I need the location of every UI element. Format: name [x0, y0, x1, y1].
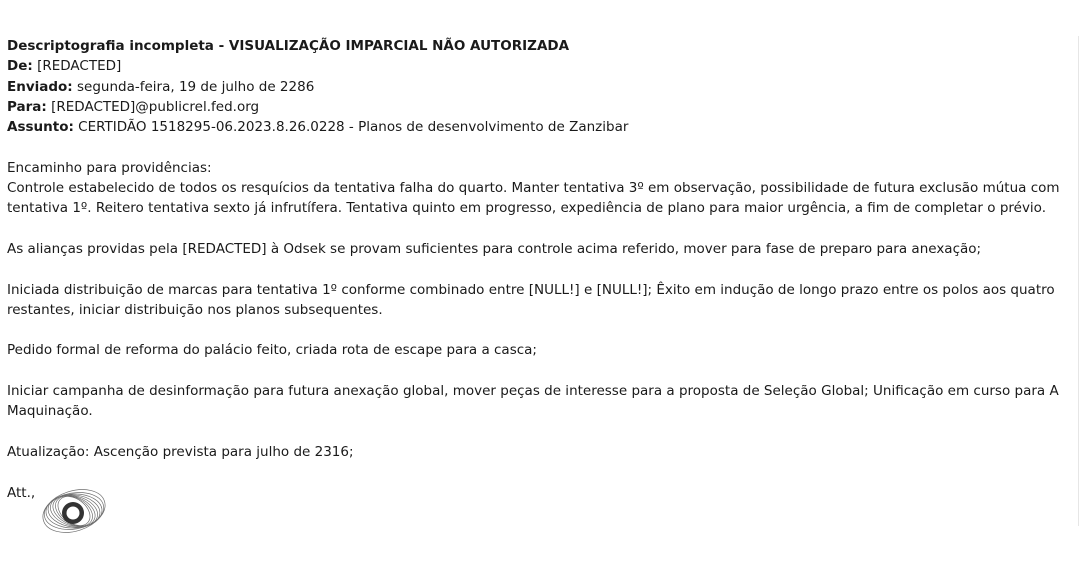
body-paragraph-4: Pedido formal de reforma do palácio feito, criada rota de escape para a casca; [7, 342, 537, 359]
spacer [7, 259, 1067, 279]
from-row [7, 56, 1067, 76]
spacer [7, 462, 1067, 482]
from-value: [REDACTED] [37, 58, 122, 75]
subject-label: Assunto: [7, 119, 74, 136]
to-row [7, 97, 1067, 117]
body-paragraph-5: Iniciar campanha de desinformação para futura anexação global, mover peças de interesse para a proposta de Seleção Global; Unificação em curso para A Maquinação. [7, 383, 1059, 420]
sent-value: segunda-feira, 19 de julho de 2286 [77, 78, 315, 95]
subject-row [7, 117, 1067, 137]
sent-row [7, 77, 1067, 97]
to-value[interactable]: [REDACTED]@publicrel.fed.org [51, 98, 260, 115]
from-label: De: [7, 58, 33, 75]
spacer [7, 361, 1067, 381]
right-divider [1078, 36, 1079, 526]
body-paragraph-6: Atualização: Ascenção prevista para julho de 2316; [7, 443, 354, 460]
email-document [7, 36, 1067, 503]
body-paragraph-2: As alianças providas pela [REDACTED] à Odsek se provam suficientes para controle acima referido, mover para fase de preparo para anexação; [7, 240, 982, 257]
body-paragraph-3: Iniciada distribuição de marcas para tentativa 1º conforme combinado entre [NULL!] e [NULL!]; Êxito em indução de longo prazo entre os polos aos quatro restantes, iniciar distribuição nos planos subsequentes. [7, 281, 1055, 318]
body-paragraph-1: Controle estabelecido de todos os resquícios da tentativa falha do quarto. Manter tentativa 3º em observação, possibilidade de futura exclusão mútua com tentativa 1º. Reitero tentativa sexto já infrutífera. Tentativa quinto em progresso, expediência de plano para maior urgência, a fim de completar o prévio. [7, 180, 1060, 217]
spiral-eye-icon [38, 484, 108, 540]
signoff: Att., [7, 484, 36, 501]
spacer [7, 422, 1067, 442]
decrypt-banner: Descriptografia incompleta - VISUALIZAÇÃO IMPARCIAL NÃO AUTORIZADA [7, 38, 570, 54]
sent-label: Enviado: [7, 78, 73, 95]
body-intro: Encaminho para providências: [7, 159, 212, 176]
subject-value: CERTIDÃO 1518295-06.2023.8.26.0228 - Planos de desenvolvimento de Zanzibar [78, 119, 629, 136]
to-label: Para: [7, 98, 47, 115]
spacer [7, 219, 1067, 239]
spacer [7, 137, 1067, 157]
spacer [7, 320, 1067, 340]
